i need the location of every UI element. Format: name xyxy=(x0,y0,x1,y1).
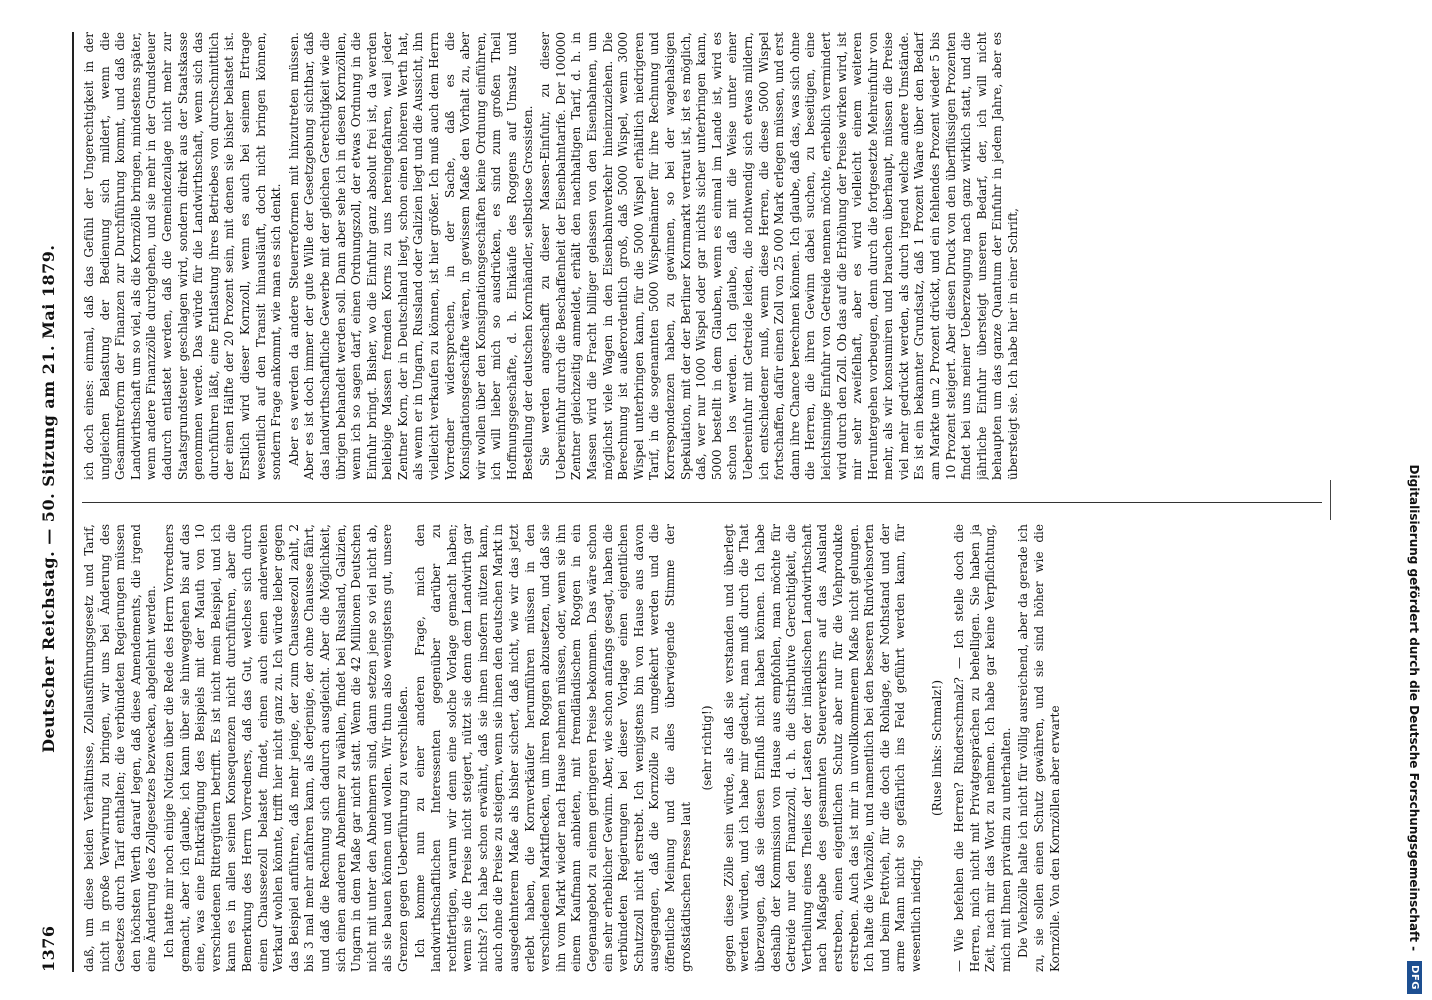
right-column xyxy=(82,32,1322,480)
paragraph: ich doch eines: einmal, daß das Gefühl der Ungerechtigkeit in der ungleichen Belastung der Bedienung sich mildert, wenn die Gesammtreform der Finanzen zur Durchführung kommt, und daß die Landwirthschaft um so viel, als die Kornzölle bringen, mindestens später, wenn andere Finanzzölle durchgehen, und sie mehr in der Grundsteuer dadurch entlastet werden, daß die Gemeindezulage nicht mehr zur Staatsgrundsteuer geschlagen wird, sondern direkt aus der Staatskasse genommen werde. Das würde für die Landwirthschaft, wenn sich das durchführen läßt, eine Entlastung ihres Betriebes von durchschnittlich der einen Hälfte der 20 Prozent sein, mit denen sie bisher belastet ist. Erstlich wird dieser Kornzoll, wenn es auch bei seinem Ertrage wesentlich auf den Transit hinausläuft, doch nicht bringen können, sondern Frage ankommt, wie man es sich denkt. xyxy=(82,32,284,480)
paragraph: Ich komme nun zu einer anderen Frage, mich den landwirthschaftlichen Interessenten gegenüber darüber zu rechtfertigen, warum wir denn eine solche Vorlage gemacht haben; wenn sie die Preise nicht steigert, nützt sie denn dem Landwirth gar nichts? Ich habe schon erwähnt, daß sie ihnen insofern nützen kann, auch ohne die Preise zu steigern, wenn sie ihnen den deutschen Markt in ausgedehnterem Maße als bisher sichert, daß nicht, wie wir das jetzt erlebt haben, die Kornverkäufer herumführen müssen in den verschiedenen Marktflecken, um ihren Roggen abzusetzen, und daß sie ihn vom Markt wieder nach Hause nehmen müssen, oder, wenn sie ihn einem Kaufmann anbieten, mit fremdländischem Roggen in ein Gegenangebot zu einem geringeren Preise bekommen. Das wäre schon ein sehr erheblicher Gewinn. Aber, wie schon anfangs gesagt, haben die verbündeten Regierungen bei dieser Vorlage einen eigentlichen Schutzzoll nicht erstrebt. Ich wenigstens bin von Hause aus davon ausgegangen, daß die Kornzölle zu umgekehrt werden und die öffentliche Meinung und die alles überwiegende Stimme der großstädtischen Presse laut xyxy=(413,524,693,972)
column-divider xyxy=(82,502,1322,503)
paragraph: (sehr richtig!) xyxy=(700,705,715,791)
header-rule xyxy=(72,32,74,972)
running-header xyxy=(30,32,66,972)
page-title: Deutscher Reichstag. — 50. Sitzung am 21. Mai 1879. xyxy=(38,244,58,753)
paragraph: Die Viehzölle halte ich nicht für völlig ausreichend, aber da gerade ich zu, sie sollen einen Schutz gewähren, und sie sind höher wie die Kornzölle. Von den Kornzöllen aber erwarte xyxy=(1016,524,1062,972)
paragraph: (Ruse links: Schmalz!) xyxy=(930,679,945,817)
attribution-text: Digitalisierung gefördert durch die Deutsche Forschungsgemeinschaft - xyxy=(1407,464,1422,952)
paragraph: daß, um diese beiden Verhältnisse, Zollausführungsgesetz und Tarif, nicht in große Verwirrung zu bringen, wir uns bei Änderung des Gesetzes durch Tarif enthalten; die verbündeten Regierungen müssen den höchsten Werth darauf legen, daß diese Amendements, die irgend eine Änderung des Zollgesetzes bezwecken, abgelehnt werden. xyxy=(82,524,159,972)
paragraph: Sie werden angeschafft zu dieser Massen-Einfuhr, zu dieser Uebereinfuhr durch die Beschaffenheit der Eisenbahntarife. Der 100000 Zentner gleichzeitig anmeldet, erhält den nachhaltigen Tarif, d. h. in Massen wird die Fracht billiger gelassen von den Eisenbahnen, um möglichst viele Wagen in den Eisenbahnverkehr hineinzuziehen. Die Berechnung ist außerordentlich groß, daß 5000 Wispel, wenn 3000 Wispel unterbringen kann, für die 5000 Wispel erhältlich niedrigeren Tarif, in die sogenannten 5000 Wispelmänner für ihre Rechnung und Korrespondenzen haben, zu gewinnen, so bei der wagehalsigen Spekulation, mit der der Berliner Kornmarkt vertraut ist, ist es möglich, daß, wer nur 1000 Wispel oder gar nichts sicher unterbringen kann, 5000 bestellt in dem Glauben, wenn es einmal im Lande ist, wird es schon los werden. Ich glaube, daß mit die Weise unter einer Uebereinfuhr mit Getreide leiden, die nothwendig sich etwas mildern, ich entschiedener muß, wenn diese Herren, die diese 5000 Wispel fortschaffen, dafür einen Zoll von 25 000 Mark erlegen müssen, und erst dann ihre Chance berechnen können. Ich glaube, daß das, was sich ohne die Herren, die ihren Gewinn dabei suchen, zu beseitigen, eine leichtsinnige Einfuhr von Getreide nennen möchte, erheblich vermindert wird durch den Zoll. Ob das auf die Erhöhung der Preise wirken wird, ist mir sehr zweifelhaft, aber es wird vielleicht einem weiteren Heruntergehen vorbeugen, denn durch die fortgesetzte Mehreinfuhr von mehr, als wir konsumiren und brauchen überhaupt, müssen die Preise viel mehr gedrückt werden, als durch irgend welche andere Umstände. Es ist ein bekannter Grundsatz, daß 1 Prozent Waare über den Bedarf am Markte um 2 Prozent drückt, und ein fehlendes Prozent wieder 5 bis 10 Prozent steigert. Aber diesen Druck von den überflüssigen Prozenten findet bei uns meiner Ueberzeugung nach ganz wirklich statt, und die jährliche Einfuhr übersteigt unseren Bedarf, der, ich will nicht behaupten um das ganze Quantum der Einfuhr in jedem Jahre, aber es übersteigt sie. Ich habe hier in einer Schrift, xyxy=(538,32,1021,480)
paragraph: Ich hatte mir noch einige Notizen über die Rede des Herrn Vorredners gemacht, aber ich glaube, ich kann über sie hinweggehen bis auf das eine, was eine Entkräftigung des Beispiels mit der Mauth von 10 verschiedenen Rittergütern betrifft. Es ist nicht mein Beispiel, und ich kann es in allen seinen Konsequenzen nicht durchführen, aber die Bemerkung des Herrn Vorredners, daß das Gut, welches sich durch einen Chausseezoll belastet findet, einen auch einen anderweiten Verkauf wohlen könnte, trifft hier nicht ganz zu. Ich würde lieber gegen das Beispiel anführen, daß mehr jenige, der zum Chausseezoll zahlt, 2 bis 3 mal mehr anfahren kann, als derjenige, der ohne Chaussee fährt, und daß die Rechnung sich dadurch ausgleicht. Aber die Möglichkeit, sich einen anderen Abnehmer zu wählen, findet bei Russland, Galizien, Ungarn in dem Maße gar nicht statt. Wenn die 42 Millionen Deutschen nicht mit unter den Abnehmern sind, dann setzen jene so viel nicht ab, als sie bauen können und wollen. Wir thun also wenigstens gut, unsere Grenzen gegen Ueberführung zu verschließen. xyxy=(161,524,410,972)
page-number: 1376 xyxy=(38,925,58,972)
paragraph: gegen diese Zölle sein würde, als daß sie verstanden und überlegt werden würden, und ich habe mir gedacht, man muß durch die That überzeugen, daß sie diesen Einfluß nicht haben können. Ich habe deshalb der Kommission von Hause aus empfohlen, man möchte für Getreide nur den Finanzzoll, d. h. die distributive Gerechtigkeit, die Vertheilung eines Theiles der Lasten der inländischen Landwirthschaft nach Maßgabe des gesammten Steuerverkehrs auf das Ausland erstreben, einen eigentlichen Schutz aber nur für die Viehprodukte erstreben. Auch das ist mir in unvollkommenem Maße nicht gelungen. Ich halte die Viehzölle, und namentlich bei den besseren Rindviehsorten und beim Fettvieh, für die doch die Rohlage, der Nothstand und der arme Mann nicht so gefährlich ins Feld geführt werden kann, für wesentlich niedrig. xyxy=(721,524,923,972)
paragraph: Aber es werden da andere Steuerreformen mit hinzutreten müssen. Aber es ist doch immer der gute Wille der Gesetzgebung sichtbar, daß das landwirthschaftliche Gewerbe mit der gleichen Gerechtigkeit wie die übrigen behandelt werden soll. Dann aber sehe ich in diesen Kornzöllen, wenn ich so sagen darf, einen Ordnungszoll, der etwas Ordnung in die Einfuhr bringt. Bisher, wo die Einfuhr ganz absolut frei ist, da werden beliebige Massen fremden Korns zu uns hereingefahren, weil jeder Zentner Korn, der in Deutschland liegt, schon einen höheren Werth hat, als wenn er in Ungarn, Russland oder Galizien liegt und die Aussicht, ihn vielleicht verkaufen zu können, ist hier größer. Ich muß auch dem Herrn Vorredner widersprechen, in der Sache, daß es die Konsignationsgeschäfte wären, in gewissem Maße den Vorhalt zu, aber wir wollen über den Konsignationsgeschäften keine Ordnung einführen, ich will lieber mich so ausdrücken, es sind zum großen Theil Hoffnungsgeschäfte, d. h. Einkäufe des Roggens auf Umsatz und Bestellung der deutschen Kornhändler, selbstlose Grossisten. xyxy=(286,32,535,480)
left-column xyxy=(82,524,1322,972)
attribution-strip xyxy=(1397,0,1432,1000)
paragraph: — Wie befehlen die Herren? Rinderschmalz? — Ich stelle doch die Herren, mich nicht mit Privatgesprächen zu behelligen. Sie haben ja Zeit, nach mir das Wort zu nehmen. Ich habe gar keine Verpflichtung, mich mit Ihnen privatim zu unterhalten. xyxy=(952,524,1013,972)
dfg-logo: DFG xyxy=(1407,961,1422,994)
footer-rule xyxy=(1330,480,1331,520)
